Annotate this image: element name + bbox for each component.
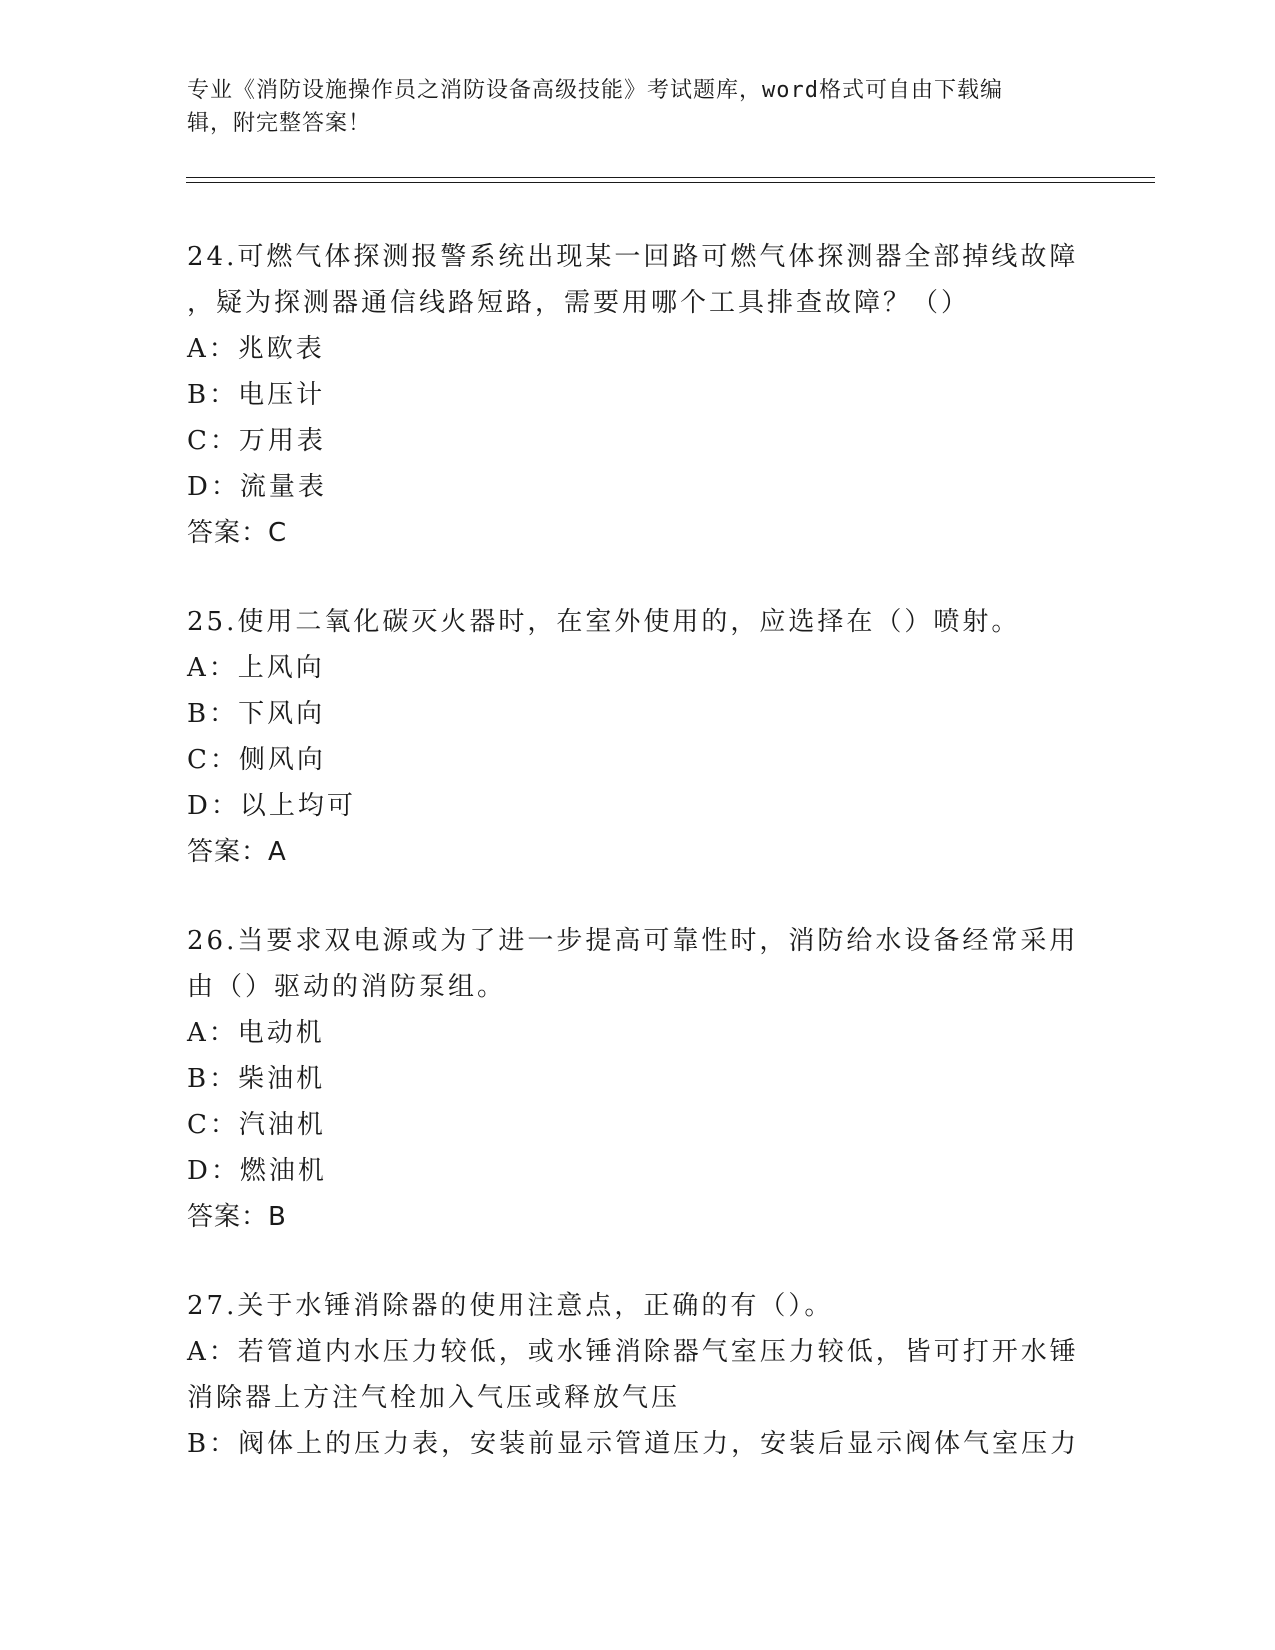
header-line-2: 辑，附完整答案！	[187, 111, 372, 136]
option-a: A：上风向	[187, 653, 325, 683]
option-d: D：以上均可	[187, 791, 356, 821]
option-c: C：万用表	[187, 426, 326, 456]
option-d: D：燃油机	[187, 1156, 327, 1186]
option-c: C：侧风向	[187, 745, 326, 775]
answer-line: 答案：A	[187, 837, 287, 867]
question-block	[187, 234, 1087, 556]
answer-line: 答案：B	[187, 1202, 287, 1232]
question-stem: 24.可燃气体探测报警系统出现某一回路可燃气体探测器全部掉线故障	[187, 242, 1079, 272]
option-b: B：下风向	[187, 699, 326, 729]
option-d: D：流量表	[187, 472, 327, 502]
question-stem: 由（）驱动的消防泵组。	[187, 972, 507, 1002]
question-block	[187, 1283, 1087, 1467]
option-b: B：阀体上的压力表，安装前显示管道压力，安装后显示阀体气室压力	[187, 1429, 1080, 1459]
document-header	[187, 74, 1067, 140]
question-stem: 25.使用二氧化碳灭火器时，在室外使用的，应选择在（）喷射。	[187, 607, 1021, 637]
option-a: A：若管道内水压力较低，或水锤消除器气室压力较低，皆可打开水锤	[187, 1337, 1079, 1367]
option-c: C：汽油机	[187, 1110, 326, 1140]
question-spacer	[187, 875, 1087, 918]
question-stem: 27.关于水锤消除器的使用注意点，正确的有（）。	[187, 1291, 834, 1321]
question-stem: ，疑为探测器通信线路短路，需要用哪个工具排查故障？（）	[187, 288, 971, 318]
question-stem: 26.当要求双电源或为了进一步提高可靠性时，消防给水设备经常采用	[187, 926, 1079, 956]
option-b: B：电压计	[187, 380, 326, 410]
question-spacer	[187, 1240, 1087, 1283]
question-block	[187, 918, 1087, 1240]
answer-line: 答案：C	[187, 518, 288, 548]
option-a: A：电动机	[187, 1018, 325, 1048]
header-line-1: 专业《消防设施操作员之消防设备高级技能》考试题库，word格式可自由下载编	[187, 78, 1003, 103]
question-block	[187, 599, 1087, 875]
question-list	[187, 234, 1087, 1467]
option-b: B：柴油机	[187, 1064, 326, 1094]
header-divider-top	[186, 177, 1155, 178]
option-a: A：兆欧表	[187, 334, 325, 364]
header-divider-bottom	[186, 182, 1155, 183]
question-spacer	[187, 556, 1087, 599]
option-a-continued: 消除器上方注气栓加入气压或释放气压	[187, 1383, 681, 1413]
